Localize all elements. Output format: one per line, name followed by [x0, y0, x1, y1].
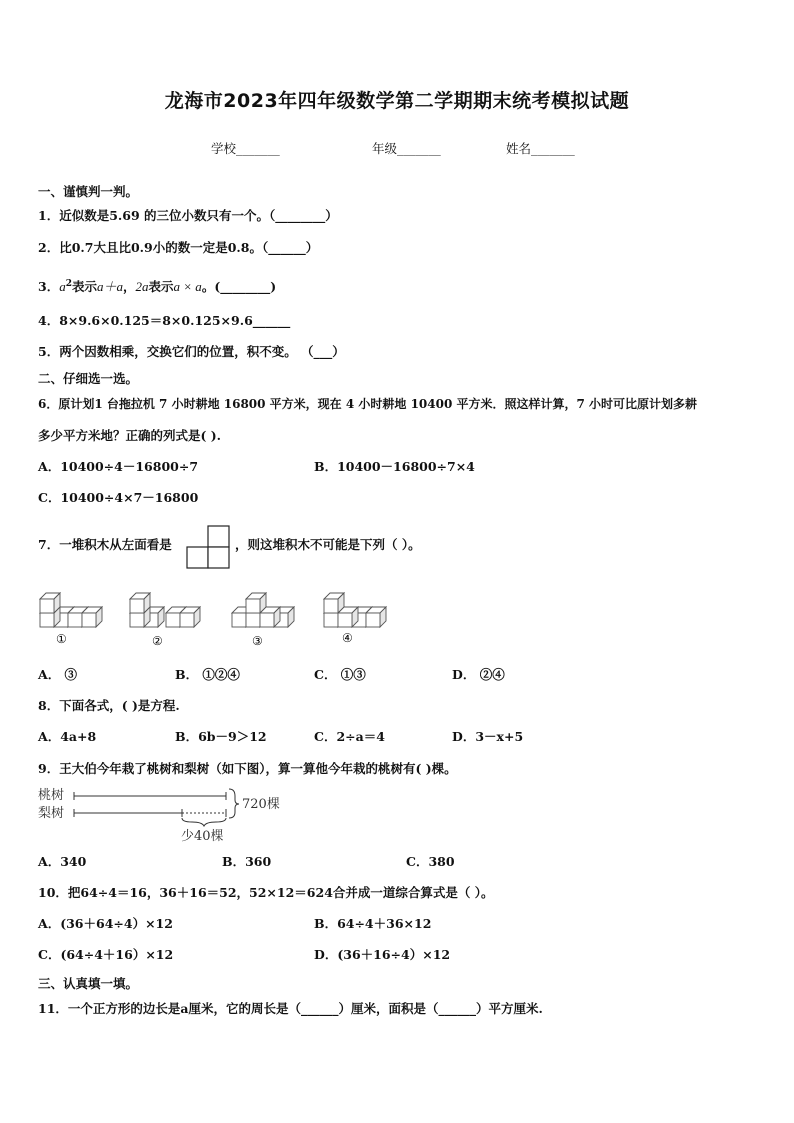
figure-3-label: ③	[252, 634, 263, 648]
figure-1-label: ①	[56, 632, 67, 646]
section2-heading: 二、仔细选一选。	[38, 371, 139, 386]
block-figures	[36, 585, 396, 651]
q6-option-c: C．10400÷4×7－16800	[38, 490, 199, 505]
figure-3	[232, 593, 294, 627]
figure-4	[324, 593, 386, 627]
q3-sup: 2	[65, 279, 72, 289]
q3-prefix: 3．	[38, 279, 60, 295]
question-3	[38, 276, 276, 295]
q3-expr1: a＋a	[96, 279, 123, 295]
page-title: 龙海市2023年四年级数学第二学期期末统考模拟试题	[164, 90, 630, 112]
question-11: 11．一个正方形的边长是a厘米，它的周长是（______）厘米，面积是（______）平方厘米.	[38, 1001, 543, 1016]
q3-a: a	[59, 279, 66, 295]
question-2: 2．比0.7大且比0.9小的数一定是0.8。（______）	[38, 240, 319, 255]
figure-2-label: ②	[152, 634, 163, 648]
q10-option-d: D．(36＋16÷4）×12	[314, 947, 451, 962]
left-view-block-bottom-left	[187, 547, 208, 568]
total-label: 720棵	[242, 797, 280, 812]
q9-option-b: B．360	[222, 854, 272, 869]
q3-t1: 表示	[71, 279, 97, 295]
peach-label: 桃树	[38, 788, 65, 803]
left-view-block-bottom-right	[208, 547, 229, 568]
total-brace	[229, 789, 239, 818]
question-7-text1: 7．一堆积木从左面看是	[38, 537, 172, 552]
question-6-line2: 多少平方米地？正确的列式是( ).	[38, 428, 222, 443]
q3-2a: 2a	[135, 279, 149, 295]
question-6-line1: 6．原计划1 台拖拉机 7 小时耕地 16800 平方米，现在 4 小时耕地 10400 平方米．照这样计算，7 小时可比原计划多耕	[38, 397, 698, 411]
left-view-block-top	[208, 526, 229, 547]
q3-sep: ，	[123, 279, 136, 295]
less-label: 少40棵	[181, 829, 224, 844]
q7-option-d: D． ②④	[452, 667, 505, 682]
q8-option-d: D．3－x+5	[452, 729, 524, 744]
q6-option-b: B．10400－16800÷7×4	[314, 459, 475, 474]
q8-option-b: B．6b－9＞12	[175, 729, 267, 744]
q7-option-a: A． ③	[38, 667, 78, 682]
tree-diagram	[36, 784, 296, 846]
q3-end: 。(________)	[201, 279, 277, 295]
pear-label: 梨树	[38, 806, 65, 821]
figure-1	[40, 593, 102, 627]
question-1: 1．近似数是5.69 的三位小数只有一个。（________）	[38, 208, 338, 223]
q3-t2: 表示	[148, 279, 174, 295]
q7-option-c: C． ①③	[314, 667, 366, 682]
q8-option-a: A．4a+8	[38, 729, 97, 744]
q10-option-b: B．64÷4＋36×12	[314, 916, 432, 931]
q10-option-c: C．(64÷4＋16）×12	[38, 947, 174, 962]
figure-2	[130, 593, 200, 627]
question-4: 4．8×9.6×0.125＝8×0.125×9.6______	[38, 313, 291, 328]
less-brace	[182, 818, 226, 826]
question-5: 5．两个因数相乘，交换它们的位置，积不变。 （___）	[38, 344, 345, 359]
q3-expr2: a × a	[173, 279, 202, 295]
left-view-figure	[186, 525, 232, 569]
name-field: 姓名_______	[506, 141, 575, 156]
q7-option-b: B． ①②④	[175, 667, 240, 682]
figure-4-label: ④	[342, 631, 353, 645]
school-field: 学校_______	[211, 141, 280, 156]
q6-option-a: A．10400÷4－16800÷7	[38, 459, 199, 474]
section3-heading: 三、认真填一填。	[38, 976, 139, 991]
question-8: 8．下面各式，( )是方程.	[38, 698, 180, 713]
q10-option-a: A．(36＋64÷4）×12	[38, 916, 173, 931]
grade-field: 年级_______	[372, 141, 441, 156]
question-7-text2: ，则这堆积木不可能是下列（ ）。	[235, 537, 421, 552]
question-9: 9．王大伯今年栽了桃树和梨树（如下图），算一算他今年栽的桃树有( )棵。	[38, 761, 457, 776]
section1-heading: 一、谨慎判一判。	[38, 184, 139, 199]
q8-option-c: C．2÷a＝4	[314, 729, 385, 744]
q9-option-a: A．340	[38, 854, 87, 869]
question-10: 10．把64÷4＝16，36＋16＝52，52×12＝624合并成一道综合算式是（ ）。	[38, 885, 494, 900]
q9-option-c: C．380	[406, 854, 455, 869]
